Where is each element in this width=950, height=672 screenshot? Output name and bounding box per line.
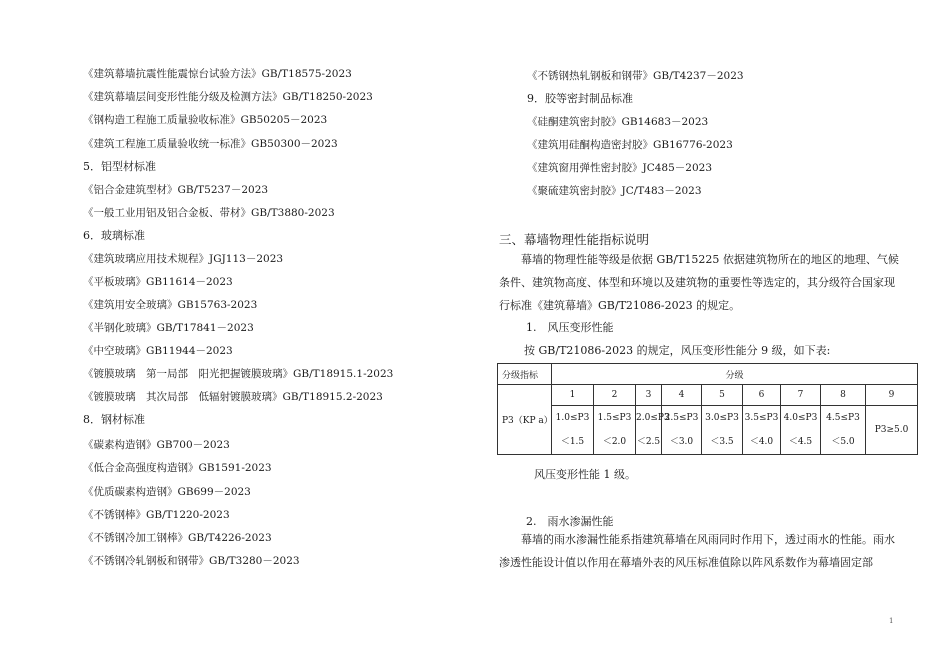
range-low: 2.5≤P3: [664, 413, 699, 423]
range-cell: [866, 406, 918, 455]
grade-cell: 9: [866, 385, 918, 406]
range-low: 4.5≤P3: [826, 413, 860, 423]
range-cell: [552, 406, 594, 455]
range-high: ＜1.5: [560, 437, 585, 447]
standard-line: 《铝合金建筑型材》GB/T5237－2023: [83, 184, 269, 196]
standard-line: 《建筑工程施工质量验收统一标准》GB50300－2023: [83, 138, 338, 150]
range-cell: [781, 406, 821, 455]
range-cell: [636, 406, 670, 455]
grade-cell: 3: [636, 385, 662, 406]
intro-paragraph: 幕墙的物理性能等级是依据 GB/T15225 依据建筑物所在的地区的地理、气候条件、建筑物高度、体型和环境以及建筑物的重要性等选定的，其分级符合国家现行标准《建筑幕墙》GB/T21086-2023 的规定。: [499, 253, 899, 312]
grade-cell: 1: [552, 385, 594, 406]
standard-line: 《不锈钢热轧钢板和钢带》GB/T4237－2023: [527, 70, 744, 82]
range-high: ＜4.0: [749, 437, 774, 447]
range-low: 1.0≤P3: [555, 413, 590, 423]
grade-cell: 8: [821, 385, 866, 406]
category-heading: 9．胶等密封制品标准: [527, 92, 633, 105]
param-label-cell: P3（KP a）: [498, 385, 552, 455]
range-high: ＜4.5: [788, 437, 813, 447]
category-heading: 6．玻璃标准: [83, 229, 145, 242]
category-heading: 8．钢材标准: [83, 413, 145, 426]
table-row: [498, 364, 918, 385]
table-row: [498, 406, 918, 455]
standard-line: 《建筑玻璃应用技术规程》JGJ113－2023: [83, 253, 284, 265]
header-label-cell: 分级指标: [498, 364, 552, 385]
range-high: ＜2.5: [636, 437, 661, 447]
range-low: 3.0≤P3: [705, 413, 739, 423]
range-cell: [594, 406, 636, 455]
range-high: ＜2.0: [602, 437, 627, 447]
grade-cell: 7: [781, 385, 821, 406]
item-paragraph: 幕墙的雨水渗漏性能系指建筑幕墙在风雨同时作用下，透过雨水的性能。雨水渗透性能设计值以作用在幕墙外表的风压标准值除以阵风系数作为幕墙固定部: [499, 533, 895, 569]
standard-line: 《优质碳素构造钢》GB699－2023: [83, 486, 251, 498]
standard-line: 《建筑幕墙抗震性能震惊台试验方法》GB/T18575-2023: [83, 68, 352, 80]
standard-line: 《半钢化玻璃》GB/T17841－2023: [83, 322, 254, 334]
range-high: ＜3.0: [669, 437, 694, 447]
grade-cell: 2: [594, 385, 636, 406]
standard-line: 《不锈钢冷轧钢板和钢带》GB/T3280－2023: [83, 555, 300, 567]
table-row: [498, 385, 918, 406]
range-high: ＜5.0: [831, 437, 855, 447]
standard-line: 《建筑窗用弹性密封胶》JC485－2023: [527, 162, 713, 174]
item-result: 风压变形性能 1 级。: [534, 468, 636, 481]
range-cell: [702, 406, 743, 455]
header-grade-cell: 分级: [552, 364, 918, 385]
wind-pressure-grade-table: [497, 363, 918, 455]
category-heading: 5．铝型材标准: [83, 160, 156, 173]
standard-line: 《建筑用硅酮构造密封胶》GB16776-2023: [527, 139, 733, 151]
item-heading: 1. 风压变形性能: [526, 321, 614, 334]
page-number: 1: [889, 617, 894, 625]
standard-line: 《不锈钢冷加工钢棒》GB/T4226-2023: [83, 532, 272, 544]
grade-cell: 4: [662, 385, 702, 406]
section-title: 三、幕墙物理性能指标说明: [499, 232, 650, 247]
range-low: 2.0≤P3: [636, 413, 670, 423]
standard-line: 《一般工业用铝及铝合金板、带材》GB/T3880-2023: [83, 207, 335, 219]
range-cell: [821, 406, 866, 455]
standard-line: 《不锈钢棒》GB/T1220-2023: [83, 509, 230, 521]
standard-line: 《中空玻璃》GB11944－2023: [83, 345, 233, 357]
standard-line: 《钢构造工程施工质量验收标准》GB50205－2023: [83, 114, 328, 126]
standard-line: 《聚硫建筑密封胶》JC/T483－2023: [527, 185, 702, 197]
standard-line: 《碳素构造钢》GB700－2023: [83, 439, 230, 451]
range-cell: [743, 406, 781, 455]
range-low: 1.5≤P3: [597, 413, 632, 423]
standard-line: 《低合金高强度构造钢》GB1591-2023: [83, 462, 272, 474]
grade-cell: 5: [702, 385, 743, 406]
standard-line: 《镀膜玻璃 其次局部 低辐射镀膜玻璃》GB/T18915.2-2023: [83, 391, 383, 403]
standard-line: 《硅酮建筑密封胶》GB14683－2023: [527, 116, 709, 128]
range-high: ＜3.5: [710, 437, 734, 447]
standard-line: 《镀膜玻璃 第一局部 阳光把握镀膜玻璃》GB/T18915.1-2023: [83, 368, 394, 380]
standard-line: 《建筑幕墙层间变形性能分级及检测方法》GB/T18250-2023: [83, 91, 373, 103]
range-low: P3≥5.0: [874, 425, 909, 435]
range-cell: [662, 406, 702, 455]
grade-cell: 6: [743, 385, 781, 406]
item-heading: 2. 雨水渗漏性能: [526, 515, 614, 528]
item-paragraph: 按 GB/T21086-2023 的规定，风压变形性能分 9 级，如下表:: [524, 344, 831, 357]
range-low: 4.0≤P3: [783, 413, 818, 423]
standard-line: 《平板玻璃》GB11614－2023: [83, 276, 233, 288]
standard-line: 《建筑用安全玻璃》GB15763-2023: [83, 299, 258, 311]
range-low: 3.5≤P3: [744, 413, 779, 423]
